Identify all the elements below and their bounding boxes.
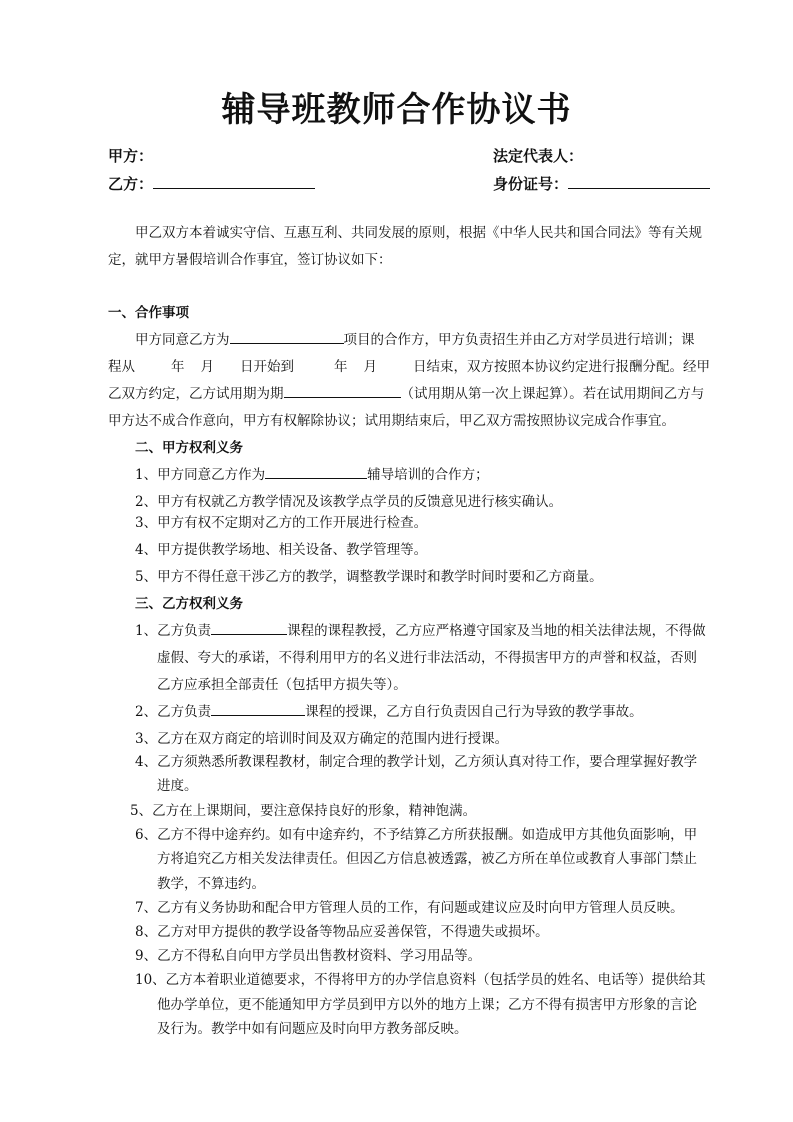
section-3-item-1-line-2: 虚假、夸大的承诺，不得利用甲方的名义进行非法活动，不得损害甲方的声誉和权益，否则 [157, 650, 697, 666]
section-3-heading: 三、乙方权利义务 [135, 596, 243, 612]
intro-line-2: 定，就甲方暑假培训合作事宜，签订协议如下： [108, 252, 392, 268]
section-3-item-1-line-1: 1、乙方负责 课程的课程教授，乙方应严格遵守国家及当地的相关法律法规，不得做 [135, 618, 706, 645]
party-a-label: 甲方： [108, 147, 154, 165]
section-2-item-3: 3、甲方有权不定期对乙方的工作开展进行检查。 [135, 515, 428, 531]
section-1-line-1: 甲方同意乙方为 项目的合作方，甲方负责招生并由乙方对学员进行培训；课 [135, 327, 695, 354]
section-3-item-8: 8、乙方对甲方提供的教学设备等物品应妥善保管，不得遗失或损坏。 [135, 924, 549, 940]
party-b-blank[interactable] [153, 174, 315, 189]
section-3-item-2: 2、乙方负责 课程的授课，乙方自行负责因自己行为导致的教学事故。 [135, 699, 643, 726]
section-3-item-10-line-2: 他办学单位，更不能通知甲方学员到甲方以外的地方上课；乙方不得有损害甲方形象的言论 [157, 997, 697, 1013]
section-2-item-2: 2、甲方有权就乙方教学情况及该教学点学员的反馈意见进行核实确认。 [135, 494, 563, 510]
trial-period-blank[interactable] [284, 383, 401, 398]
section-3-item-4-line-2: 进度。 [157, 778, 198, 794]
intro-line-1: 甲乙双方本着诚实守信、互惠互利、共同发展的原则，根据《中华人民共和国合同法》等有关规 [135, 225, 702, 241]
document-title: 辅导班教师合作协议书 [221, 90, 572, 130]
section-3-item-6-line-3: 教学，不算违约。 [157, 876, 265, 892]
party-b-row [108, 173, 315, 194]
section-3-item-5: 5、乙方在上课期间，要注意保持良好的形象，精神饱满。 [130, 803, 477, 819]
course-blank-2[interactable] [211, 701, 305, 716]
legal-representative-label: 法定代表人： [493, 147, 584, 165]
section-3-item-10-line-1: 10、乙方本着职业道德要求，不得将甲方的办学信息资料（包括学员的姓名、电话等）提供给其 [135, 972, 706, 988]
section-3-item-6-line-2: 方将追究乙方相关发法律责任。但因乙方信息被透露，被乙方所在单位或教育人事部门禁止 [157, 851, 697, 867]
section-1-line-2: 程从 年 月 日开始到 年 月 日结束，双方按照本协议约定进行报酬分配。经甲 [108, 359, 710, 375]
section-1-line-3: 乙双方约定，乙方试用期为期 （试用期从第一次上课起算）。若在试用期间乙方与 [108, 381, 704, 408]
id-number-label: 身份证号： [493, 175, 569, 193]
party-b-label: 乙方： [108, 175, 154, 193]
id-number-blank[interactable] [568, 174, 710, 189]
section-3-item-3: 3、乙方在双方商定的培训时间及双方确定的范围内进行授课。 [135, 731, 509, 747]
section-2-item-1: 1、甲方同意乙方作为 辅导培训的合作方； [135, 462, 489, 489]
section-2-item-4: 4、甲方提供教学场地、相关设备、教学管理等。 [135, 542, 428, 558]
section-3-item-7: 7、乙方有义务协助和配合甲方管理人员的工作，有问题或建议应及时向甲方管理人员反映。 [135, 900, 684, 916]
id-number-row [493, 173, 710, 194]
section-2-item-5: 5、甲方不得任意干涉乙方的教学，调整教学课时和教学时间时要和乙方商量。 [135, 569, 603, 585]
section-1-line-4: 甲方达不成合作意向，甲方有权解除协议；试用期结束后，甲乙双方需按照协议完成合作事宜。 [108, 413, 675, 429]
project-blank[interactable] [230, 329, 344, 344]
section-3-item-10-line-3: 及行为。教学中如有问题应及时向甲方教务部反映。 [157, 1021, 468, 1037]
section-3-item-4-line-1: 4、乙方须熟悉所教课程教材，制定合理的教学计划，乙方须认真对待工作，要合理掌握好教学 [135, 754, 698, 770]
course-blank-1[interactable] [211, 620, 287, 635]
section-1-heading: 一、合作事项 [108, 305, 189, 321]
tutoring-subject-blank[interactable] [265, 464, 367, 479]
section-2-heading: 二、甲方权利义务 [135, 440, 243, 456]
section-3-item-1-line-3: 乙方应承担全部责任（包括甲方损失等）。 [157, 677, 407, 693]
section-3-item-9: 9、乙方不得私自向甲方学员出售教材资料、学习用品等。 [135, 948, 482, 964]
section-3-item-6-line-1: 6、乙方不得中途弃约。如有中途弃约，不予结算乙方所获报酬。如造成甲方其他负面影响，甲 [135, 827, 698, 843]
